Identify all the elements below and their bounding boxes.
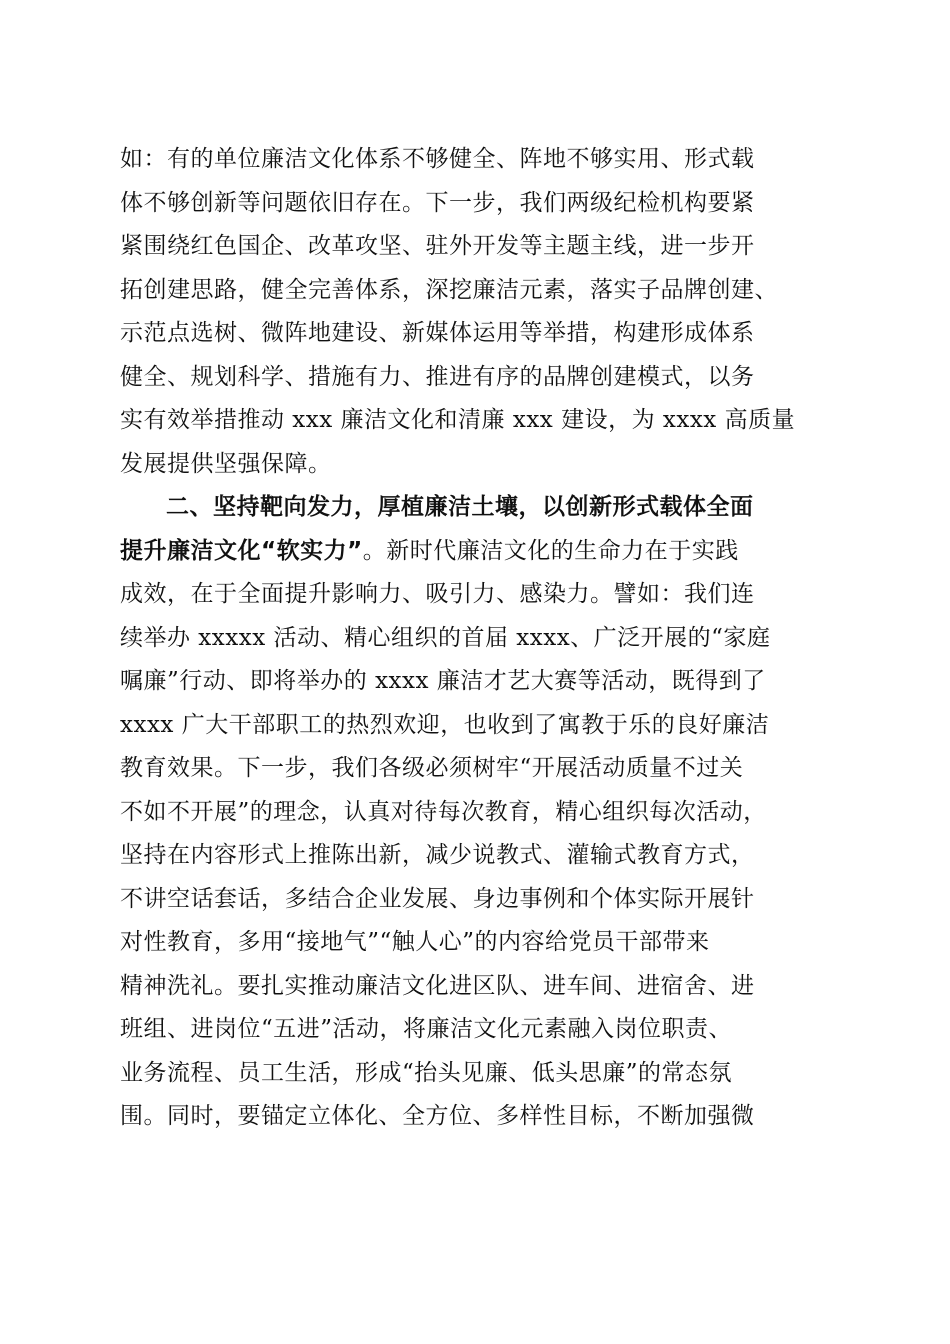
text-line: 业务流程、员工生活，形成“抬头见廉、低头思廉”的常态氛 (120, 1059, 733, 1086)
text-line: 发展提供坚强保障。 (120, 450, 332, 477)
text-line: 续举办 xxxxx 活动、精心组织的首届 xxxx、广泛开展的“家庭 (120, 624, 771, 651)
text-line: 对性教育，多用“接地气”“触人心”的内容给党员干部带来 (120, 929, 710, 955)
text-line: 班组、进岗位“五进”活动，将廉洁文化元素融入岗位职责、 (120, 1016, 733, 1042)
section-heading-bold: 提升廉洁文化“软实力” (120, 537, 363, 564)
text-line: 紧围绕红色国企、改革攻坚、驻外开发等主题主线，进一步开 (120, 233, 755, 259)
text-line: 坚持在内容形式上推陈出新，减少说教式、灌输式教育方式， (120, 842, 755, 868)
text-line: 嘱廉”行动、即将举办的 xxxx 廉洁才艺大赛等活动，既得到了 (120, 668, 766, 694)
text-run: 。新时代廉洁文化的生命力在于实践 (362, 537, 739, 564)
text-line: 精神洗礼。要扎实推动廉洁文化进区队、进车间、进宿舍、进 (120, 972, 755, 999)
text-line: 体不够创新等问题依旧存在。下一步，我们两级纪检机构要紧 (120, 189, 755, 216)
text-line: 如：有的单位廉洁文化体系不够健全、阵地不够实用、形式载 (120, 146, 755, 172)
text-line: 不讲空话套话，多结合企业发展、身边事例和个体实际开展针 (120, 885, 755, 912)
text-line: 示范点选树、微阵地建设、新媒体运用等举措，构建形成体系 (120, 320, 755, 346)
text-line: 健全、规划科学、措施有力、推进有序的品牌创建模式，以务 (120, 363, 755, 390)
section-heading-continued (120, 530, 832, 574)
text-line: 拓创建思路，健全完善体系，深挖廉洁元素，落实子品牌创建、 (120, 276, 778, 303)
section-heading: 二、坚持靶向发力，厚植廉洁土壤，以创新形式载体全面 (166, 494, 754, 520)
text-line: 成效，在于全面提升影响力、吸引力、感染力。譬如：我们连 (120, 581, 755, 607)
text-line: 教育效果。下一步，我们各级必须树牢“开展活动质量不过关 (120, 755, 744, 781)
text-line: 不如不开展”的理念，认真对待每次教育，精心组织每次活动， (120, 798, 767, 825)
text-line: xxxx 广大干部职工的热烈欢迎，也收到了寓教于乐的良好廉洁 (120, 711, 770, 738)
document-body (120, 138, 832, 1139)
text-line: 围。同时，要锚定立体化、全方位、多样性目标，不断加强微 (120, 1103, 755, 1129)
text-line: 实有效举措推动 xxx 廉洁文化和清廉 xxx 建设，为 xxxx 高质量 (120, 407, 796, 433)
